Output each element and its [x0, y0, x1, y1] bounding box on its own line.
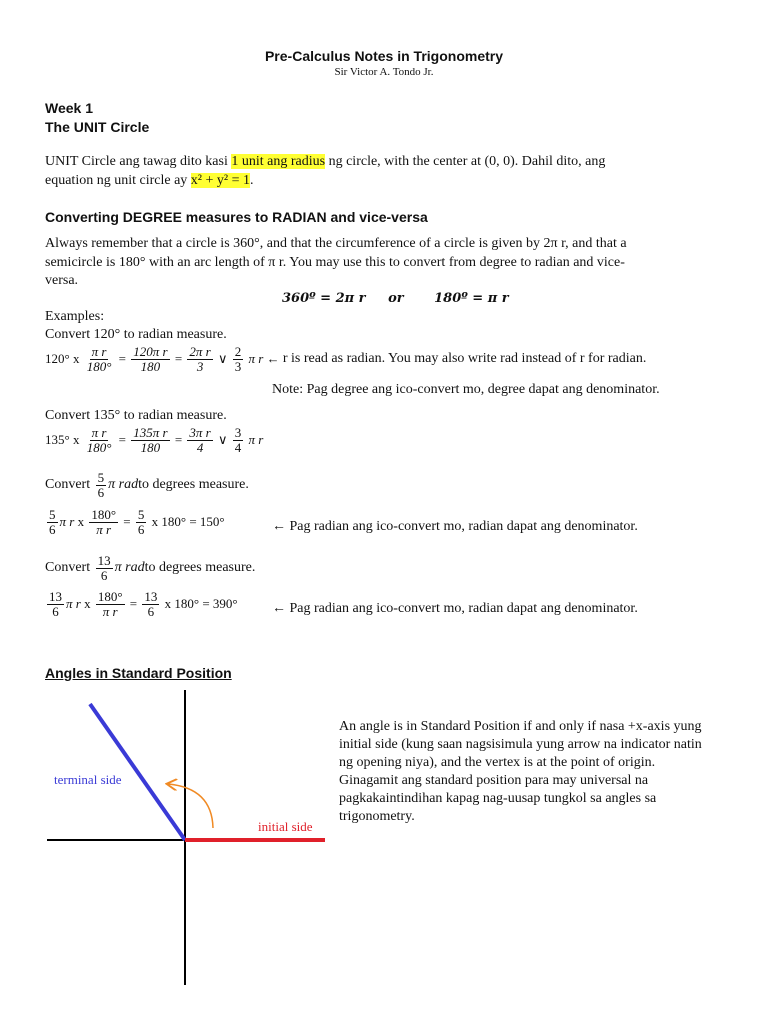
terminal-side-label: terminal side [54, 772, 122, 787]
initial-side-label: initial side [258, 819, 313, 834]
formula-full-circle: 360º = 2π r [282, 291, 366, 306]
or-symbol: ∨ [218, 432, 228, 448]
example-3-work [45, 508, 225, 536]
fraction [89, 508, 118, 536]
examples-label: Examples: [45, 309, 105, 324]
math-text: Convert [45, 477, 91, 493]
standard-position-description [339, 718, 719, 826]
numerator: 13 [49, 589, 62, 604]
fraction [47, 590, 64, 618]
converting-heading: Converting DEGREE measures to RADIAN and vice-versa [45, 209, 428, 225]
denominator: 180° [86, 439, 112, 455]
example-4-prompt [45, 554, 255, 582]
example-1-note: r is read as radian. You may also write rad instead of r for radian. [282, 351, 647, 367]
denominator: 6 [100, 567, 108, 583]
fraction [96, 590, 125, 618]
intro-text: equation ng unit circle ay [45, 173, 191, 188]
intro-text: . [249, 173, 254, 188]
description-paragraph-2: Ginagamit ang standard position para may universal na pagkakaintindihan kapag nag-uusap tungkol sa angles sa trigonometry. [339, 773, 657, 824]
pi-r: π r [248, 351, 264, 367]
fraction [85, 426, 114, 454]
fraction [233, 426, 244, 454]
numerator: 5 [49, 507, 56, 522]
numerator: 3 [234, 425, 242, 440]
example-3-prompt [45, 471, 249, 499]
author: Sir Victor A. Tondo Jr. [334, 66, 434, 78]
or-symbol: ∨ [218, 351, 228, 367]
numerator: 135π r [133, 425, 168, 440]
fraction [131, 345, 169, 373]
math-text: Convert [45, 560, 91, 576]
equals: = [118, 351, 126, 367]
numerator: 5 [137, 507, 145, 522]
description-paragraph-1: An angle is in Standard Position if and only if nasa +x-axis yung initial side (kung saan nagsisimula yung arrow na indicator natin ng opening niya), and the vertex is at the point of origin. [339, 719, 702, 770]
example-4-work [45, 590, 238, 618]
math-text: to degrees measure. [138, 477, 249, 493]
page-title: Pre-Calculus Notes in Trigonometry [264, 48, 504, 64]
denominator: π r [96, 521, 112, 537]
numerator: 13 [97, 553, 111, 568]
numerator: 180° [97, 589, 123, 604]
highlight-equation: x² + y² = 1 [190, 173, 250, 188]
example-1-prompt: Convert 120° to radian measure. [45, 327, 227, 342]
math-text: x 180° = 150° [151, 514, 225, 530]
standard-position-diagram [0, 680, 340, 990]
intro-line-1 [45, 154, 605, 170]
denominator: 180° [86, 358, 112, 374]
denominator: 4 [234, 439, 242, 455]
fraction [142, 590, 159, 618]
equals: = [123, 514, 131, 530]
converting-line-2: semicircle is 180° with an arc length of π r. You may use this to convert from degree to radian and vice- [45, 255, 625, 270]
fraction [96, 554, 113, 582]
example-2-prompt: Convert 135° to radian measure. [45, 408, 227, 423]
pi-rad: π rad [108, 477, 139, 493]
equals: = [118, 432, 126, 448]
numerator: 2π r [189, 344, 211, 359]
denominator: π r [102, 603, 118, 619]
numerator: 180° [91, 507, 117, 522]
fraction [47, 508, 58, 536]
denominator: 6 [52, 603, 59, 619]
pi-r: π r [66, 596, 81, 612]
converting-line-3: versa. [45, 273, 79, 288]
denominator: 3 [234, 358, 242, 374]
denominator: 180 [140, 358, 161, 374]
intro-text: UNIT Circle ang tawag dito kasi [45, 154, 232, 169]
formula-semicircle: 180º = π r [434, 291, 509, 306]
numerator: 120π r [133, 344, 168, 359]
fraction [187, 426, 212, 454]
math-text: x [84, 596, 91, 612]
pi-r: π r [59, 514, 75, 530]
denominator: 4 [196, 439, 204, 455]
math-text: to degrees measure. [144, 560, 256, 576]
intro-text: ng circle, with the center at (0, 0). Dahil dito, ang [325, 154, 606, 169]
pi-rad: π rad [114, 560, 145, 576]
intro-line-2 [45, 173, 253, 189]
numerator: 3π r [189, 425, 211, 440]
fraction [187, 345, 212, 373]
fraction [233, 345, 244, 373]
fraction [136, 508, 147, 536]
rotation-arrow [168, 784, 213, 828]
equals: = [174, 432, 183, 448]
example-2-work [45, 426, 263, 454]
fraction [131, 426, 169, 454]
example-1-note-2: Note: Pag degree ang ico-convert mo, degree dapat ang denominator. [272, 382, 660, 397]
numerator: 2 [234, 344, 242, 359]
numerator: π r [91, 344, 107, 359]
math-text: 120° x [45, 351, 80, 367]
denominator: 6 [147, 603, 155, 619]
fraction [85, 345, 114, 373]
numerator: 5 [97, 470, 105, 485]
math-text: 135° x [45, 432, 80, 448]
conversion-formula [282, 291, 509, 306]
math-text: x 180° = 390° [164, 596, 238, 612]
example-4-note: ← Pag radian ang ico-convert mo, radian dapat ang denominator. [272, 601, 638, 616]
denominator: 180 [140, 439, 161, 455]
section-title: The UNIT Circle [45, 119, 150, 135]
week-label: Week 1 [45, 100, 93, 116]
pi-r: π r [248, 432, 264, 448]
standard-position-heading: Angles in Standard Position [45, 665, 232, 681]
math-text: x [77, 514, 85, 530]
formula-or: or [388, 291, 404, 306]
example-3-note: ← Pag radian ang ico-convert mo, radian dapat ang denominator. [272, 519, 638, 534]
numerator: 13 [144, 589, 158, 604]
denominator: 6 [49, 521, 56, 537]
denominator: 3 [196, 358, 204, 374]
highlight-radius: 1 unit ang radius [231, 154, 326, 169]
denominator: 6 [137, 521, 145, 537]
converting-line-1: Always remember that a circle is 360°, and that the circumference of a circle is given by 2π r, and that a [45, 236, 627, 251]
equals: = [129, 596, 138, 612]
arrow-left-icon: ← [266, 351, 280, 367]
fraction [96, 471, 107, 499]
numerator: π r [91, 425, 107, 440]
equals: = [174, 351, 183, 367]
denominator: 6 [97, 484, 105, 500]
example-1-work [45, 345, 646, 373]
